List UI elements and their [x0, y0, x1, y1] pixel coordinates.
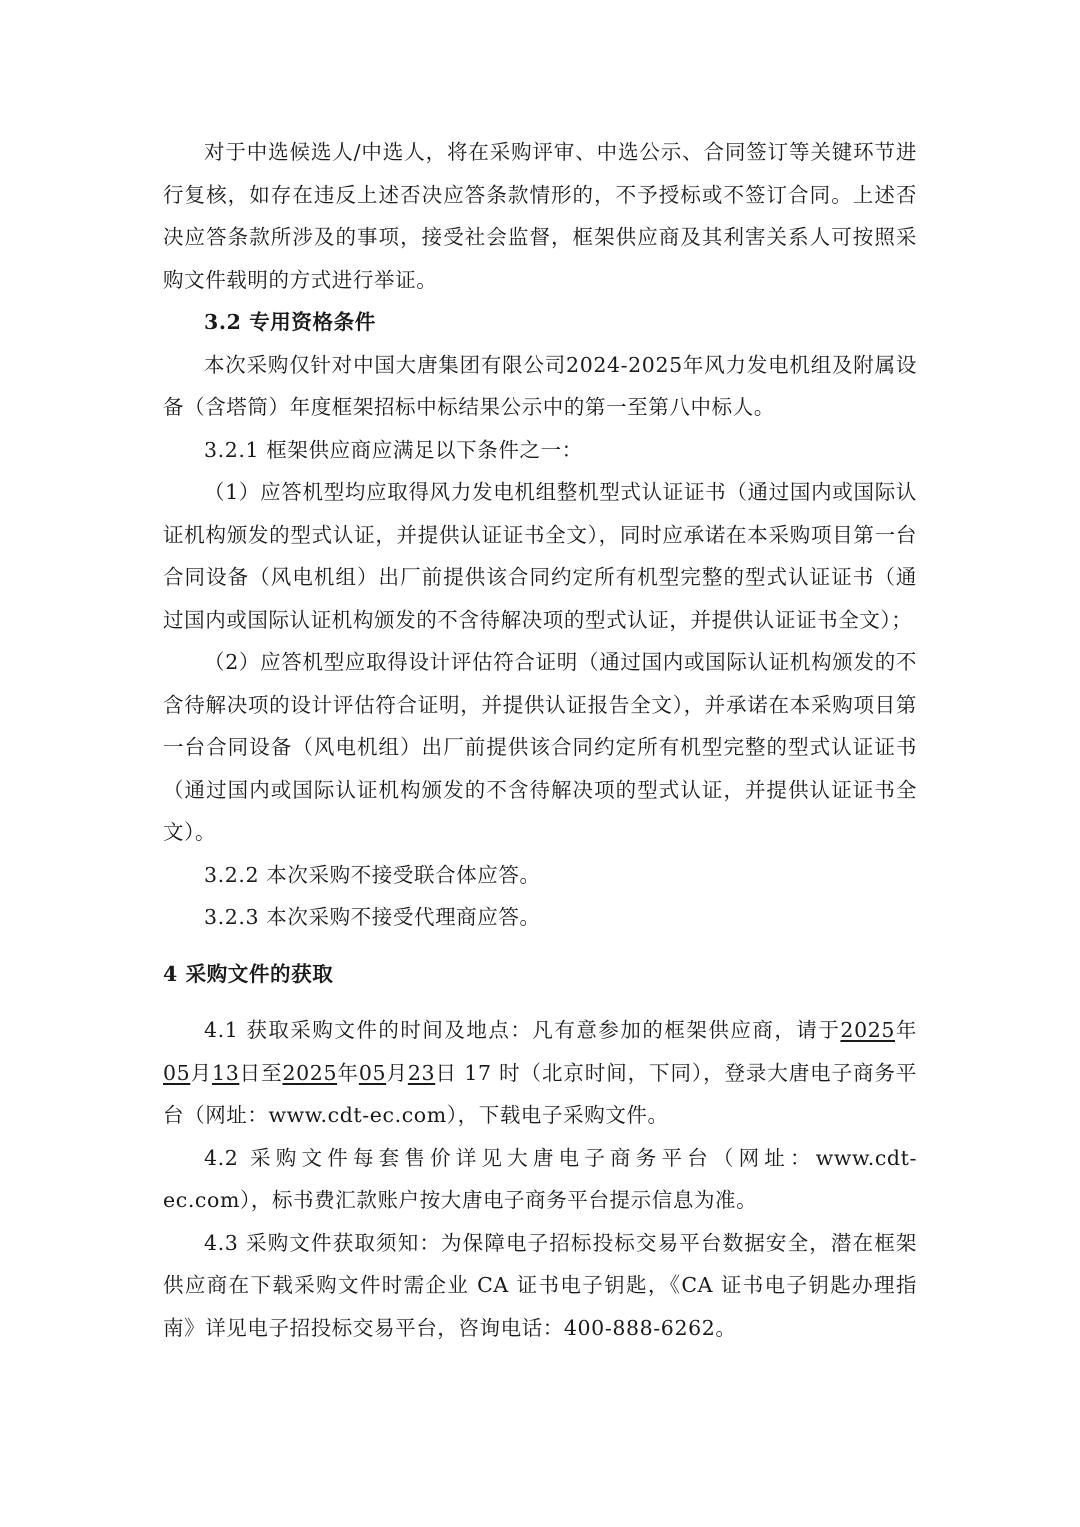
section-3-2-3: 3.2.3 本次采购不接受代理商应答。 [204, 905, 541, 929]
condition-item-2: （2）应答机型应取得设计评估符合证明（通过国内或国际认证机构颁发的不含待解决项的设计评估符合证明，并提供认证报告全文），并承诺在本采购项目第一台合同设备（风电机组）出厂前提供该合同约定所有机型完整的型式认证证书（通过国内或国际认证机构颁发的不含待解决项的型式认证，并提供认证证书全文）。 [163, 650, 917, 844]
document-body [163, 131, 917, 1349]
section-4-1-text-c: 月 [190, 1060, 213, 1085]
condition-item-1: （1）应答机型均应取得风力发电机组整机型式认证证书（通过国内或国际认证机构颁发的型式认证，并提供认证证书全文），同时应承诺在本采购项目第一台合同设备（风电机组）出厂前提供该合同约定所有机型完整的型式认证证书（通过国内或国际认证机构颁发的不含待解决项的型式认证，并提供认证证书全文）； [163, 480, 917, 632]
section-4-heading: 4 采购文件的获取 [163, 961, 334, 986]
section-4-3: 4.3 采购文件获取须知：为保障电子招标投标交易平台数据安全，潜在框架供应商在下载采购文件时需企业 CA 证书电子钥匙，《CA 证书电子钥匙办理指南》详见电子招投标交易平台，咨询电话：400-888-6262。 [163, 1230, 917, 1340]
section-4-2: 4.2 采购文件每套售价详见大唐电子商务平台（网址：www.cdt-ec.com），标书费汇款账户按大唐电子商务平台提示信息为准。 [163, 1145, 917, 1212]
section-3-2-1: 3.2.1 框架供应商应满足以下条件之一： [204, 437, 583, 462]
section-4-1 [163, 1009, 917, 1137]
section-4-1-text-g: 日 17 时（北京时间，下同），登录大唐电子商务平台（网址：www.cdt-ec.com），下载电子采购文件。 [163, 1060, 917, 1127]
section-4-1-text-f: 月 [386, 1060, 408, 1085]
end-year: 2025 [282, 1060, 338, 1085]
section-4-1-text-a: 4.1 获取采购文件的时间及地点：凡有意参加的框架供应商，请于 [204, 1018, 841, 1042]
end-day: 23 [407, 1060, 436, 1085]
start-year: 2025 [840, 1018, 895, 1042]
section-3-2-heading: 3.2 专用资格条件 [204, 310, 376, 334]
section-4-1-text-e: 年 [337, 1060, 359, 1085]
section-4-1-text-d: 日至 [239, 1060, 283, 1085]
paragraph-review: 对于中选候选人/中选人，将在采购评审、中选公示、合同签订等关键环节进行复核，如存在违反上述否决应答条款情形的，不予授标或不签订合同。上述否决应答条款所涉及的事项，接受社会监督，框架供应商及其利害关系人可按照采购文件载明的方式进行举证。 [163, 140, 917, 292]
section-3-2-2: 3.2.2 本次采购不接受联合体应答。 [204, 862, 541, 887]
section-4-1-text-b: 年 [895, 1018, 917, 1042]
start-month: 05 [163, 1060, 191, 1085]
end-month: 05 [358, 1060, 387, 1085]
start-day: 13 [212, 1060, 240, 1085]
paragraph-scope: 本次采购仅针对中国大唐集团有限公司2024-2025年风力发电机组及附属设备（含塔筒）年度框架招标中标结果公示中的第一至第八中标人。 [163, 352, 917, 419]
